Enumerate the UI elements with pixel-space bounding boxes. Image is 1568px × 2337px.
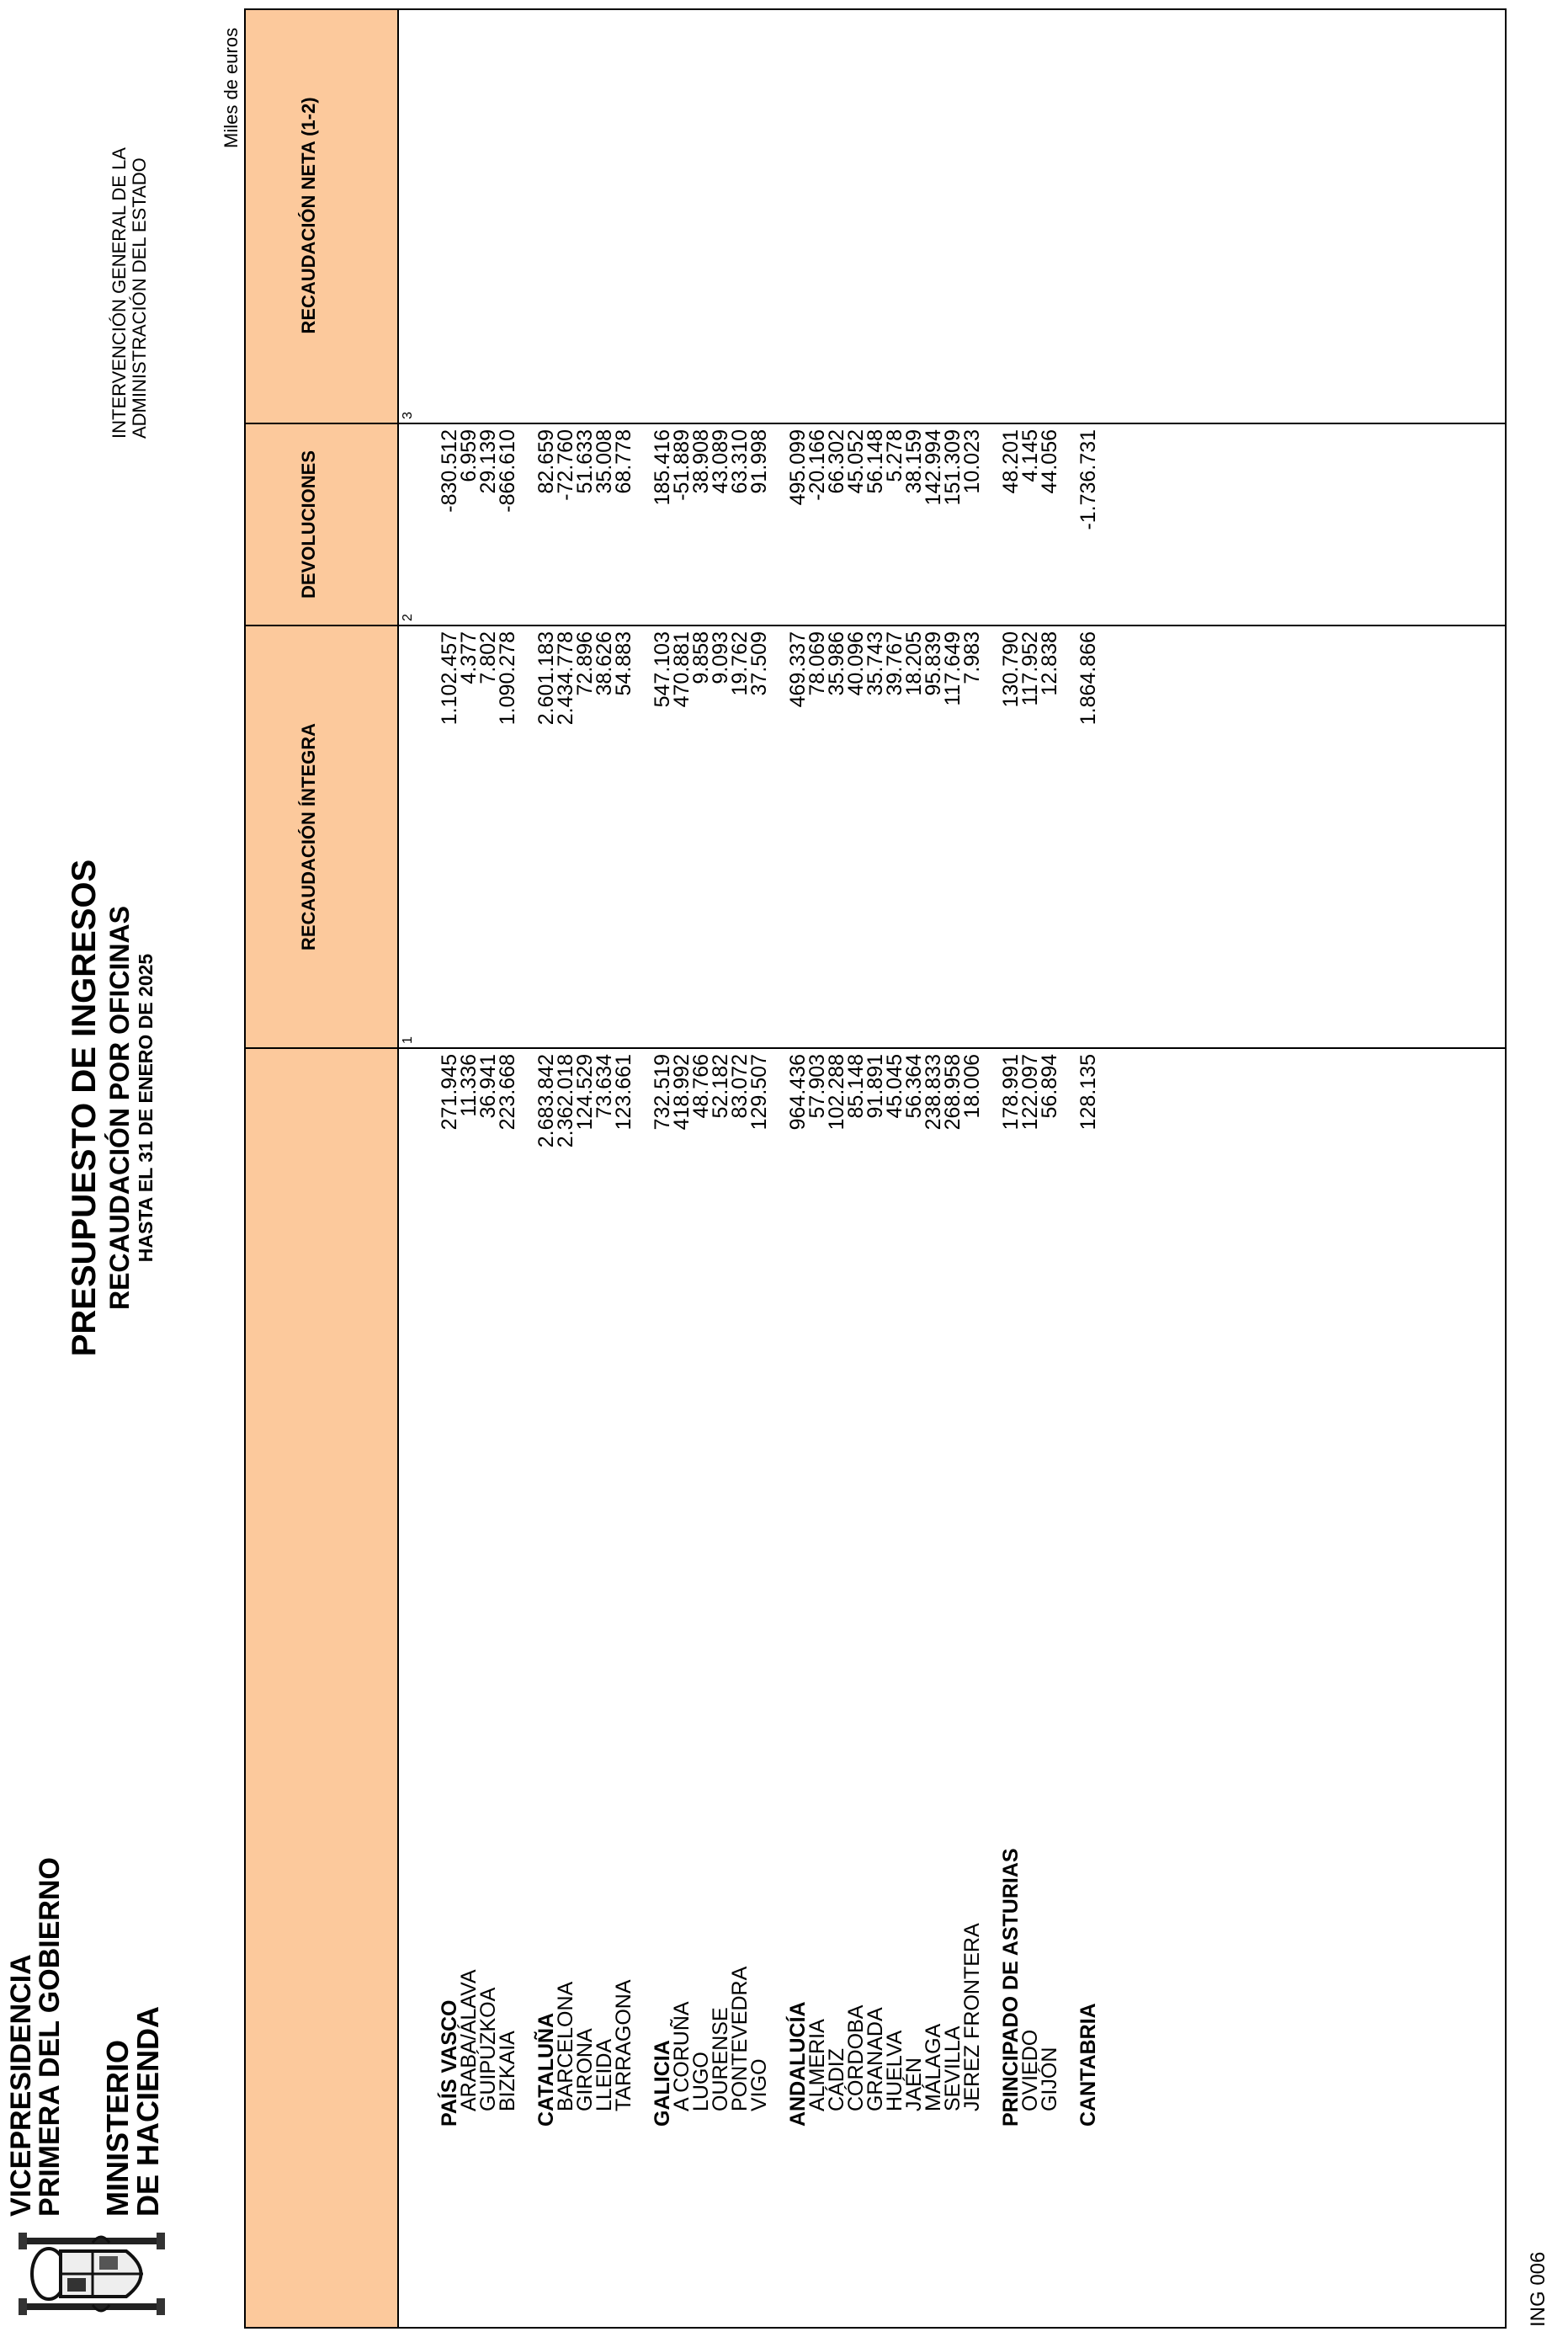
recaudacion-table bbox=[244, 8, 1507, 2329]
page-subtitle: RECAUDACIÓN POR OFICINAS bbox=[104, 906, 135, 1311]
cell-neta: -830.512 bbox=[438, 429, 461, 513]
cell-devoluciones: 470.881 bbox=[670, 631, 694, 708]
cell-neta: -20.166 bbox=[805, 429, 829, 501]
cell-devoluciones: 9.858 bbox=[689, 631, 713, 684]
region-label: PRINCIPADO DE ASTURIAS bbox=[999, 1848, 1023, 2127]
cell-devoluciones: 7.802 bbox=[476, 631, 500, 684]
page-title: PRESUPUESTO DE INGRESOS bbox=[66, 859, 103, 1357]
cell-devoluciones: 469.337 bbox=[786, 631, 810, 708]
office-label: BARCELONA bbox=[554, 1981, 577, 2111]
cell-devoluciones: 1.090.278 bbox=[496, 631, 519, 726]
cell-neta: 91.998 bbox=[747, 429, 771, 494]
cell-devoluciones: 117.649 bbox=[941, 631, 965, 706]
cell-devoluciones: 2.601.183 bbox=[534, 631, 558, 726]
column-number-2: 2 bbox=[401, 614, 415, 621]
cell-neta: 48.201 bbox=[999, 429, 1023, 494]
cell-integra: 122.097 bbox=[1018, 1054, 1042, 1131]
office-label: SEVILLA bbox=[941, 2026, 965, 2111]
cell-integra: 52.182 bbox=[709, 1054, 732, 1119]
cell-neta: 142.994 bbox=[922, 429, 945, 506]
office-label: HUELVA bbox=[883, 2030, 906, 2111]
units-label: Miles de euros bbox=[221, 27, 242, 148]
cell-integra: 128.135 bbox=[1076, 1054, 1100, 1131]
cell-devoluciones: 95.839 bbox=[922, 631, 945, 696]
cell-neta: 66.302 bbox=[825, 429, 848, 494]
date-line: HASTA EL 31 DE ENERO DE 2025 bbox=[135, 953, 157, 1263]
column-header-integra: RECAUDACIÓN ÍNTEGRA bbox=[298, 722, 319, 951]
cell-neta: 68.778 bbox=[612, 429, 635, 494]
cell-neta: 45.052 bbox=[844, 429, 868, 494]
ministerio-line-2: DE HACIENDA bbox=[130, 2005, 165, 2217]
office-label: OVIEDO bbox=[1018, 2029, 1042, 2111]
office-label: JEREZ FRONTERA bbox=[960, 1923, 984, 2111]
cell-integra: 48.766 bbox=[689, 1054, 713, 1119]
cell-devoluciones: 117.952 bbox=[1018, 631, 1042, 706]
office-label: TARRAGONA bbox=[612, 1979, 635, 2111]
cell-integra: 268.958 bbox=[941, 1054, 965, 1131]
cell-neta: 151.309 bbox=[941, 429, 965, 506]
cell-integra: 83.072 bbox=[728, 1054, 752, 1119]
office-label: MÁLAGA bbox=[922, 2023, 945, 2111]
cell-neta: 44.056 bbox=[1038, 429, 1061, 494]
cell-devoluciones: 1.102.457 bbox=[438, 631, 461, 726]
cell-neta: 43.089 bbox=[709, 429, 732, 494]
cell-integra: 964.436 bbox=[786, 1054, 810, 1131]
cell-devoluciones: 2.434.778 bbox=[554, 631, 577, 726]
cell-devoluciones: 72.896 bbox=[573, 631, 597, 696]
cell-integra: 36.941 bbox=[476, 1054, 500, 1119]
office-label: A CORUÑA bbox=[670, 2001, 694, 2111]
cell-integra: 18.006 bbox=[960, 1054, 984, 1119]
cell-integra: 56.364 bbox=[902, 1054, 926, 1119]
cell-devoluciones: 18.205 bbox=[902, 631, 926, 696]
cell-integra: 2.683.842 bbox=[534, 1054, 558, 1148]
cell-integra: 57.903 bbox=[805, 1054, 829, 1119]
cell-neta: -1.736.731 bbox=[1076, 429, 1100, 530]
region-label: PAÍS VASCO bbox=[438, 1999, 461, 2127]
office-label: PONTEVEDRA bbox=[728, 1966, 752, 2111]
cell-integra: 56.894 bbox=[1038, 1054, 1061, 1119]
cell-devoluciones: 35.986 bbox=[825, 631, 848, 696]
cell-integra: 732.519 bbox=[651, 1054, 674, 1131]
cell-integra: 45.045 bbox=[883, 1054, 906, 1119]
cell-integra: 271.945 bbox=[438, 1054, 461, 1131]
cell-neta: 5.278 bbox=[883, 429, 906, 482]
cell-integra: 223.668 bbox=[496, 1054, 519, 1131]
cell-integra: 123.661 bbox=[612, 1054, 635, 1131]
office-label: GIRONA bbox=[573, 2028, 597, 2111]
igae-line-1: INTERVENCIÓN GENERAL DE LA bbox=[109, 147, 130, 439]
document-code: ING 006 bbox=[1527, 2251, 1549, 2327]
cell-neta: 4.145 bbox=[1018, 429, 1042, 482]
cell-devoluciones: 78.069 bbox=[805, 631, 829, 696]
region-label: GALICIA bbox=[651, 2040, 674, 2127]
cell-neta: 495.099 bbox=[786, 429, 810, 506]
office-label: GUIPÚZKOA bbox=[476, 1987, 500, 2111]
cell-devoluciones: 1.864.866 bbox=[1076, 631, 1100, 726]
cell-neta: -51.889 bbox=[670, 429, 694, 501]
cell-neta: 38.159 bbox=[902, 429, 926, 494]
office-label: JAÉN bbox=[902, 2058, 926, 2111]
cell-integra: 102.288 bbox=[825, 1054, 848, 1131]
column-header-devoluciones: DEVOLUCIONES bbox=[298, 450, 319, 599]
cell-integra: 238.833 bbox=[922, 1054, 945, 1131]
cell-devoluciones: 38.626 bbox=[593, 631, 616, 696]
coat-of-arms-icon bbox=[8, 2228, 173, 2320]
cell-devoluciones: 35.743 bbox=[864, 631, 887, 696]
office-label: LLEIDA bbox=[593, 2038, 616, 2111]
cell-integra: 129.507 bbox=[747, 1054, 771, 1131]
cell-neta: 51.633 bbox=[573, 429, 597, 494]
vicepresidencia-line-1: VICEPRESIDENCIA bbox=[5, 1954, 37, 2217]
office-label: BIZKAIA bbox=[496, 2031, 519, 2111]
cell-neta: 56.148 bbox=[864, 429, 887, 494]
office-label: ALMERIA bbox=[805, 2019, 829, 2111]
office-label: LUGO bbox=[689, 2052, 713, 2111]
cell-devoluciones: 547.103 bbox=[651, 631, 674, 708]
region-label: CATALUÑA bbox=[534, 2012, 558, 2127]
cell-devoluciones: 19.762 bbox=[728, 631, 752, 696]
cell-devoluciones: 130.790 bbox=[999, 631, 1023, 708]
office-label: VIGO bbox=[747, 2058, 771, 2111]
column-number-3: 3 bbox=[401, 412, 415, 419]
cell-devoluciones: 40.096 bbox=[844, 631, 868, 696]
office-label: ARABA/ÁLAVA bbox=[457, 1969, 481, 2111]
office-label: GIJÓN bbox=[1038, 2047, 1061, 2111]
column-header-neta: RECAUDACIÓN NETA (1-2) bbox=[298, 97, 319, 334]
cell-devoluciones: 39.767 bbox=[883, 631, 906, 696]
cell-integra: 2.362.018 bbox=[554, 1054, 577, 1148]
cell-integra: 73.634 bbox=[593, 1054, 616, 1119]
cell-neta: 185.416 bbox=[651, 429, 674, 506]
cell-integra: 85.148 bbox=[844, 1054, 868, 1119]
region-label: CANTABRIA bbox=[1076, 2003, 1100, 2127]
cell-neta: 6.959 bbox=[457, 429, 481, 482]
office-label: CÁDIZ bbox=[825, 2048, 848, 2111]
cell-neta: -866.610 bbox=[496, 429, 519, 513]
cell-devoluciones: 7.983 bbox=[960, 631, 984, 684]
cell-neta: 35.008 bbox=[593, 429, 616, 494]
cell-neta: 82.659 bbox=[534, 429, 558, 494]
office-label: CÓRDOBA bbox=[844, 2004, 868, 2111]
cell-devoluciones: 12.838 bbox=[1038, 631, 1061, 696]
office-label: OURENSE bbox=[709, 2007, 732, 2111]
cell-integra: 178.991 bbox=[999, 1054, 1023, 1131]
cell-integra: 418.992 bbox=[670, 1054, 694, 1131]
column-number-1: 1 bbox=[401, 1036, 415, 1044]
region-label: ANDALUCÍA bbox=[786, 2001, 810, 2127]
cell-devoluciones: 54.883 bbox=[612, 631, 635, 696]
cell-devoluciones: 9.093 bbox=[709, 631, 732, 684]
cell-devoluciones: 37.509 bbox=[747, 631, 771, 696]
ministerio-line-1: MINISTERIO bbox=[100, 2039, 135, 2217]
office-label: GRANADA bbox=[864, 2007, 887, 2111]
vicepresidencia-line-2: PRIMERA DEL GOBIERNO bbox=[34, 1857, 66, 2217]
cell-integra: 124.529 bbox=[573, 1054, 597, 1131]
cell-neta: 29.139 bbox=[476, 429, 500, 494]
cell-neta: 38.908 bbox=[689, 429, 713, 494]
cell-integra: 11.336 bbox=[457, 1054, 481, 1117]
cell-devoluciones: 4.377 bbox=[457, 631, 481, 684]
cell-neta: -72.760 bbox=[554, 429, 577, 501]
cell-integra: 91.891 bbox=[864, 1054, 887, 1119]
cell-neta: 63.310 bbox=[728, 429, 752, 494]
cell-neta: 10.023 bbox=[960, 429, 984, 494]
igae-line-2: ADMINISTRACIÓN DEL ESTADO bbox=[129, 157, 150, 439]
